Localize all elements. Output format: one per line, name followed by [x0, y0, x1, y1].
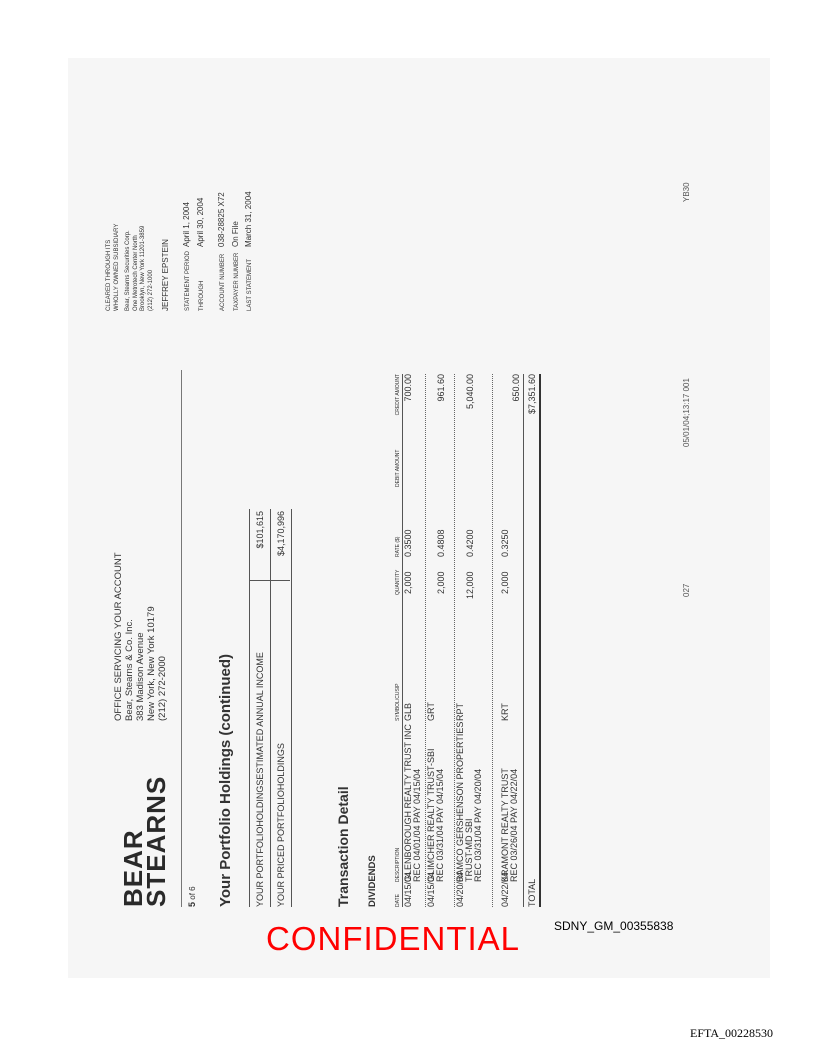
table-row: 04/20/04 RAMCO GERSHENSON PROPERTIES TRUST-MD SBI REC 03/31/04 PAY 04/20/04 RPT 12,000 0.4200 5,040.00 [455, 374, 493, 907]
page-number: 5 of 6 [187, 886, 197, 907]
portfolio-title: Your Portfolio Holdings (continued) [217, 653, 234, 907]
office-address: OFFICE SERVICING YOUR ACCOUNT Bear, Stearns & Co. Inc. 383 Madison Avenue New York, New York 10179 (212) 272-2000 [113, 552, 168, 721]
bates-number: SDNY_GM_00355838 [554, 919, 674, 933]
portfolio-summary-table [249, 509, 292, 907]
confidential-stamp: CONFIDENTIAL [266, 920, 521, 957]
clearing-address: CLEARED THROUGH ITS WHOLLY OWNED SUBSIDIARY Bear, Stearns Securities Corp. One Metrotech Center North Brooklyn, New York 11201-3859 (212) 272-1000 JEFFREY EPSTEIN [106, 223, 170, 311]
total-row: TOTAL $7,351.60 [523, 374, 541, 907]
table-row: 04/15/04 GLIMCHER REALTY TRUST-SBI REC 03/31/04 PAY 04/15/04 GRT 2,000 0.4808 961.60 [426, 374, 455, 907]
client-name: JEFFREY EPSTEIN [161, 239, 170, 311]
table-row: 04/15/04 GLENBOROUGH REALTY TRUST INC REC 04/01/04 PAY 04/15/04 GLB 2,000 0.3500 700.00 [403, 374, 426, 907]
table-header: DATE DESCRIPTION SYMBOL/CUSIP QUANTITY RATE ($) DEBIT AMOUNT CREDIT AMOUNT [390, 374, 403, 907]
rotated-statement: BEAR STEARNS OFFICE SERVICING YOUR ACCOUNT Bear, Stearns & Co. Inc. 383 Madison Avenue New York, New York 10179 (212) 272-2000 CLEARED THROUGH ITS WHOLLY OWNED SUBSIDIARY Bear, Stearns Securities Corp. One Metrotech Center North Brooklyn, New York 11201-3859 (212) 272-1000 JEFFREY EPSTEIN 5 of 6 STATEMENT PERIOD April 1, 2004 THROUGH April 30, 2004 ACCOUNT NUMBER 038-28825 X72 TAXPAYER NUMBER On File LAST STATEMENT March 31, 2004 Your Portfolio Holdings (continued) YOUR PORTFOLIOHOLDINGSESTIMATED ANNUAL INCOME $101,615 YOUR PRICED PORTFOLIOHOLDINGS $4,170,996 Transaction Detail DIVIDENDS DATE DESCRIPTION SYMBOL/CUSIP QUANTITY RATE ($) DEBIT AMOUNT CREDIT AMOUNT 04/15/04 GLENBOROUGH REALTY TRUST INC REC 04/01/04 PAY 04/15/04 GLB 2,000 0.3500 700.00 04/15/04 GLIMCHER REALTY TRUST-SBI REC 03/31/04 PAY 04/15/04 GRT 2,000 0.4808 961.60 04/20/04 RAMCO GERSHENSON PROPERTIES TRUST-MD SBI REC 03/31/04 PAY 04/20/04 RPT 12,000 0.4200 5,040.00 04/22/04 KRAMONT REALTY TRUST REC 03/26/04 PAY 04/22/04 KRT 2,000 0.3250 650.00 TOTAL $7,351.60 027 05/01/04;13:17 001 YB30 [106, 182, 691, 907]
dividends-heading: DIVIDENDS [367, 855, 378, 907]
table-row: YOUR PORTFOLIOHOLDINGSESTIMATED ANNUAL INCOME $101,615 [250, 509, 271, 907]
transaction-title: Transaction Detail [335, 786, 351, 907]
header-rule [181, 370, 182, 907]
statement-meta: STATEMENT PERIOD April 1, 2004 THROUGH April 30, 2004 ACCOUNT NUMBER 038-28825 X72 TAXPAYER NUMBER On File LAST STATEMENT March 31, 2004 [182, 191, 253, 311]
bear-stearns-logo: BEAR STEARNS [118, 775, 171, 907]
efta-number: EFTA_00228530 [690, 1026, 774, 1040]
dividends-table [390, 374, 541, 907]
statement-page [107, 103, 713, 907]
table-row: 04/22/04 KRAMONT REALTY TRUST REC 03/26/04 PAY 04/22/04 KRT 2,000 0.3250 650.00 [500, 374, 521, 907]
table-row: YOUR PRICED PORTFOLIOHOLDINGS $4,170,996 [271, 509, 292, 907]
